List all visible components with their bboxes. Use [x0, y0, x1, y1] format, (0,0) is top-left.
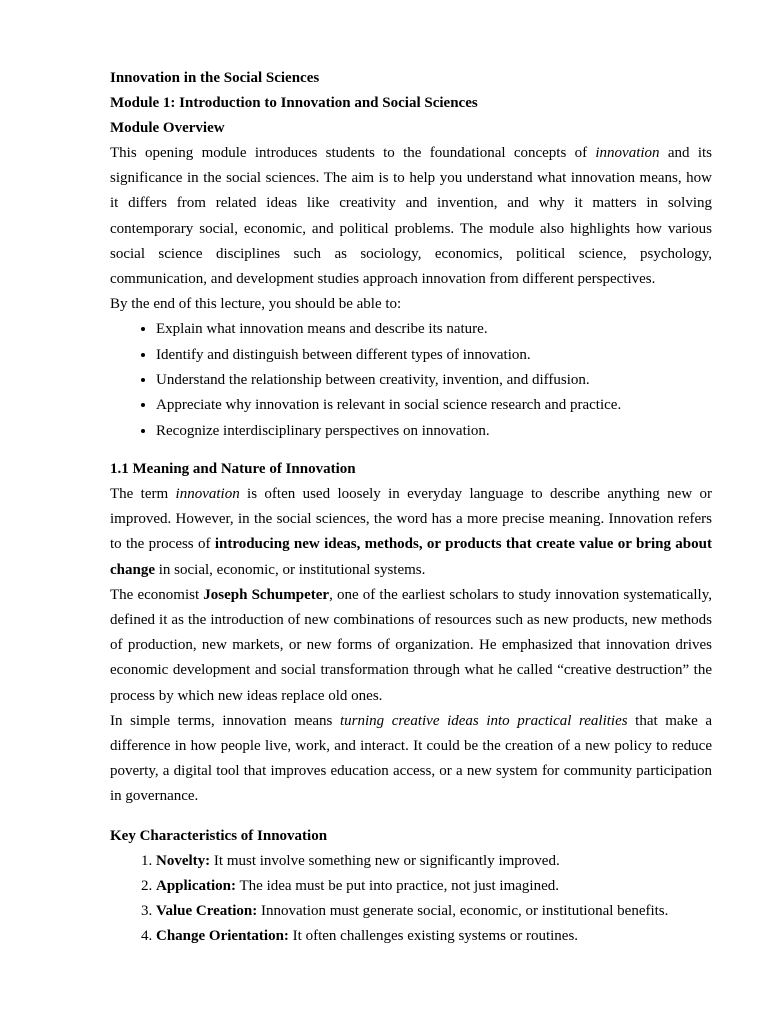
characteristics-list [110, 849, 712, 950]
overview-paragraph: This opening module introduces students to the foundational concepts of innovation and its significance in the social sciences. The aim is to help you understand what innovation means, how it differs from related ideas like creativity and invention, and why it matters in solving contemporary social, economic, and political problems. The module also highlights how various social science disciplines such as sociology, economics, political science, psychology, communication, and development studies approach innovation from different perspectives. [110, 145, 712, 288]
module-title: Module 1: Introduction to Innovation and Social Sciences [110, 95, 478, 111]
list-item: • Explain what innovation means and describe its nature. [156, 317, 712, 342]
list-item: • Appreciate why innovation is relevant in social science research and practice. [156, 393, 712, 418]
objectives-list [110, 317, 712, 443]
simple-terms-paragraph: In simple terms, innovation means turning creative ideas into practical realities that make a difference in how people live, work, and interact. It could be the creation of a new policy to reduce poverty, a digital tool that improves education access, or a new system for community participation in governance. [110, 712, 712, 805]
meaning-paragraph: The term innovation is often used loosely in everyday language to describe anything new or improved. However, in the social sciences, the word has a more precise meaning. Innovation refers to the process of introducing new ideas, methods, or products that create value or bring about change in social, economic, or institutional systems. [110, 485, 713, 578]
list-item: • Recognize interdisciplinary perspectives on innovation. [156, 419, 712, 444]
document-body [110, 66, 712, 950]
schumpeter-paragraph: The economist Joseph Schumpeter, one of the earliest scholars to study innovation systematically, defined it as the introduction of new combinations of resources such as new products, new methods of production, new markets, or new forms of organization. He emphasized that innovation drives economic development and social transformation through what he called “creative destruction” the process by which new ideas replace old ones. [110, 586, 713, 704]
document-title: Innovation in the Social Sciences [110, 70, 320, 86]
list-item: 1. Novelty: It must involve something new or significantly improved. [156, 849, 712, 874]
overview-heading: Module Overview [110, 120, 225, 136]
list-item: 3. Value Creation: Innovation must generate social, economic, or institutional benefits. [156, 899, 712, 924]
section-heading-1-1: 1.1 Meaning and Nature of Innovation [110, 460, 356, 477]
list-item: • Identify and distinguish between different types of innovation. [156, 343, 712, 368]
objectives-intro: By the end of this lecture, you should be able to: [110, 296, 402, 313]
characteristics-heading: Key Characteristics of Innovation [110, 827, 328, 844]
list-item: 4. Change Orientation: It often challenges existing systems or routines. [156, 924, 712, 949]
list-item: • Understand the relationship between creativity, invention, and diffusion. [156, 368, 712, 393]
list-item: 2. Application: The idea must be put into practice, not just imagined. [156, 874, 712, 899]
